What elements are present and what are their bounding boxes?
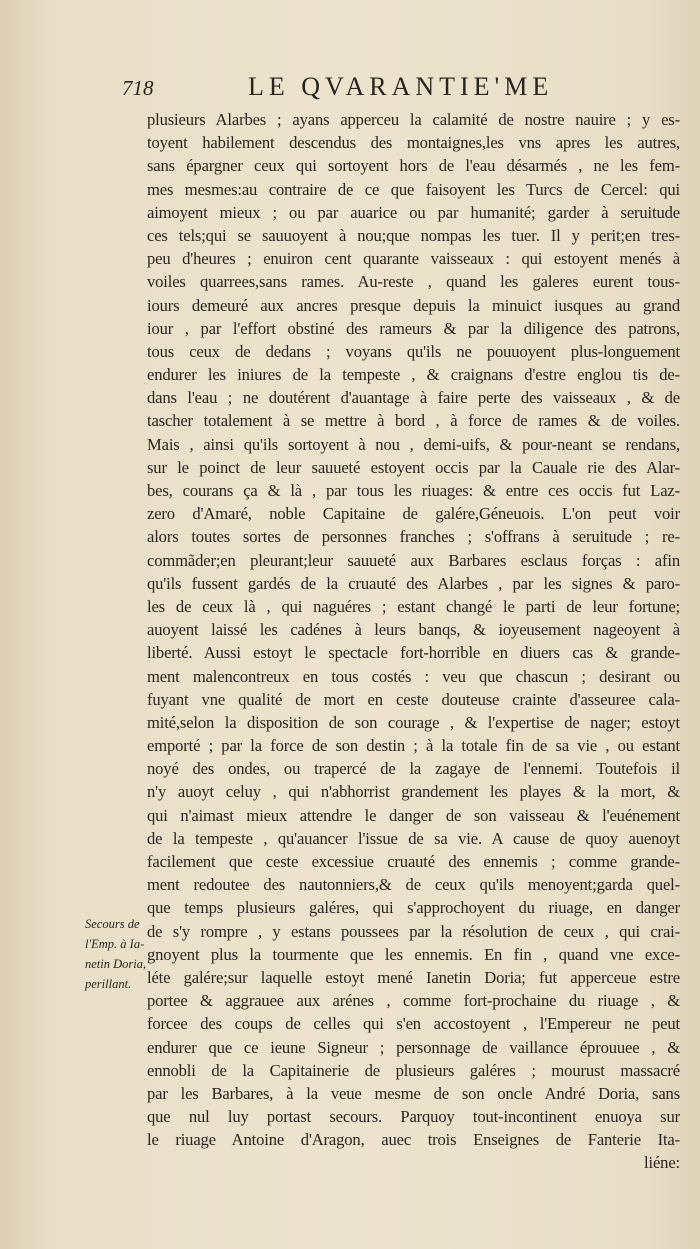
text-line: gnoyent plus la tourmente que les ennemis. En fin , quand vne exce- bbox=[147, 944, 680, 964]
margin-note-line: Secours de bbox=[85, 917, 140, 931]
text-line: aimoyent mieux ; ou par auarice ou par humanité; garder à seruitude bbox=[147, 202, 680, 222]
text-line: qui n'aimast mieux attendre le danger de son vaisseau & l'euénement bbox=[147, 805, 680, 825]
page-number: 718 bbox=[122, 76, 154, 100]
text-line: sans épargner ceux qui sortoyent hors de l'eau désarmés , ne les fem- bbox=[147, 156, 680, 176]
text-line: endurer les iniures de la tempeste , & craignans d'estre englou tis de- bbox=[147, 365, 680, 385]
margin-note bbox=[85, 914, 150, 994]
text-line: emporté ; par la force de son destin ; à la totale fin de sa vie , ou estant bbox=[147, 736, 680, 756]
text-line: ment redoutee des nautonniers,& de ceux qu'ils menoyent;garda quel- bbox=[147, 875, 680, 895]
text-line: commãder;en pleurant;leur sauueté aux Barbares esclaus forças : afin bbox=[147, 550, 680, 570]
margin-note-line: netin Doria, bbox=[85, 957, 147, 971]
text-line: tascher totalement à se mettre à bord , à force de rames & de voiles. bbox=[147, 411, 680, 431]
running-title: LE QVARANTIE'ME bbox=[248, 72, 554, 101]
text-line: mité,selon la disposition de son courage , & l'expertise de nager; estoyt bbox=[147, 712, 680, 732]
text-line: dans l'eau ; ne doutérent d'auantage à faire perte des vaisseaux , & de bbox=[147, 388, 680, 408]
page-header bbox=[0, 68, 700, 108]
text-line: mes mesmes:au contraire de ce que faisoyent les Turcs de Cercel: qui bbox=[147, 179, 680, 199]
text-line: ment malencontreux en tous costés : veu que chascun ; desirant ou bbox=[147, 666, 680, 686]
text-line: toyent habilement descendus des montaignes,les vns apres les autres, bbox=[147, 133, 680, 153]
text-line: facilement que ceste excessiue cruauté des ennemis ; comme grande- bbox=[147, 852, 680, 871]
text-line: les de ceux là , qui naguéres ; estant changé le parti de leur fortune; bbox=[147, 596, 680, 616]
text-line: que temps plusieurs galéres, qui s'approchoyent du riuage, en danger bbox=[147, 898, 680, 918]
text-line: tous ceux de dedans ; voyans qu'ils ne pouuoyent plus-longuement bbox=[147, 341, 680, 361]
text-line: auoyent laissé les cadénes à leurs banqs, & ioyeusement nageoyent à bbox=[147, 620, 680, 640]
text-line: portee & aggrauee aux arénes , comme fort-prochaine du riuage , & bbox=[147, 991, 680, 1011]
text-line: de s'y rompre , y estans poussees par la résolution de ceux , qui crai- bbox=[147, 921, 680, 941]
margin-note-line: l'Emp. à Ia- bbox=[85, 937, 145, 951]
text-line: voiles quarrees,sans rames. Au-reste , quand les galeres eurent tous- bbox=[147, 272, 680, 292]
text-line: le riuage Antoine d'Aragon, auec trois Enseignes de Fanterie Ita- bbox=[147, 1130, 680, 1150]
text-line: n'y auoyt celuy , qui n'abhorrist grandement les playes & la mort, & bbox=[147, 782, 680, 802]
body-text bbox=[147, 108, 680, 1175]
text-line: que nul luy portast secours. Parquoy tout-incontinent enuoya sur bbox=[147, 1107, 680, 1127]
text-line: liberté. Aussi estoyt le spectacle fort-horrible en diuers cas & grande- bbox=[147, 643, 680, 663]
text-line: ces tels;qui se sauuoyent à nou;que nompas les tuer. Il y perit;en tres- bbox=[147, 225, 680, 245]
text-line: plusieurs Alarbes ; ayans apperceu la calamité de nostre nauire ; y es- bbox=[147, 110, 680, 129]
text-line: iour , par l'effort obstiné des rameurs & par la diligence des patrons, bbox=[147, 318, 680, 338]
text-line: zero d'Amaré, noble Capitaine de galére,Géneuois. L'on peut voir bbox=[147, 504, 680, 524]
text-line: sur le poinct de leur sauueté estoyent occis par la Cauale rie des Alar- bbox=[147, 457, 680, 477]
text-line: Mais , ainsi qu'ils sortoyent à nou , demi-uifs, & pour-neant se rendans, bbox=[147, 434, 680, 454]
text-line: bes, courans ça & là , par tous les riuages: & entre ces occis fut Laz- bbox=[147, 481, 680, 500]
text-line: fuyant vne qualité de mort en ceste douteuse crainte d'asseuree cala- bbox=[147, 689, 680, 709]
text-line: de la tempeste , qu'auancer l'issue de sa vie. A cause de quoy auenoyt bbox=[147, 828, 680, 848]
text-line: alors toutes sortes de personnes franches ; s'offrans à seruitude ; re- bbox=[147, 527, 680, 547]
text-line: léte galére;sur laquelle estoyt mené Ianetin Doria; fut apperceue estre bbox=[147, 967, 680, 987]
text-line: peu d'heures ; enuiron cent quarante vaisseaux : qui estoyent menés à bbox=[147, 249, 680, 269]
text-line: qu'ils fussent gardés de la cruauté des Alarbes , par les signes & paro- bbox=[147, 573, 680, 593]
margin-note-line: perillant. bbox=[85, 977, 132, 991]
text-line: liéne: bbox=[644, 1153, 680, 1173]
text-line: endurer que ce ieune Signeur ; personnage de vaillance éprouuee , & bbox=[147, 1037, 680, 1057]
text-line: iours demeuré aux ancres presque depuis la minuict iusques au grand bbox=[147, 295, 680, 315]
text-line: par les Barbares, à la veue mesme de son oncle André Doria, sans bbox=[147, 1083, 680, 1103]
text-line: noyé des ondes, ou trapercé de la zagaye de l'ennemi. Toutefois il bbox=[147, 759, 680, 779]
text-line: forcee des coups de celles qui s'en accostoyent , l'Empereur ne peut bbox=[147, 1014, 680, 1034]
text-line: ennobli de la Capitainerie de plusieurs galéres ; mourust massacré bbox=[147, 1060, 680, 1080]
